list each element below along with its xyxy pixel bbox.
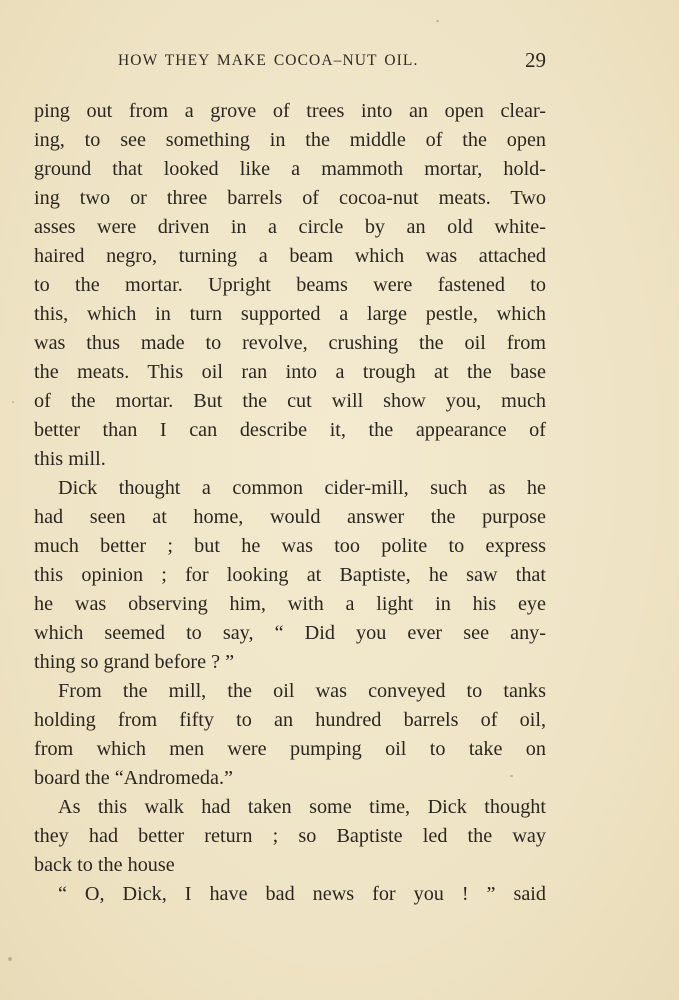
text-line: had seen at home, would answer the purpose [34,506,546,528]
text-line: back to the house [34,854,175,876]
text-line: thing so grand before ? ” [34,651,235,673]
text-line: ing two or three barrels of cocoa-nut meats. Two [34,187,546,209]
text-line: they had better return ; so Baptiste led the way [34,825,546,847]
text-line: “ O, Dick, I have bad news for you ! ” said [58,883,546,905]
text-line: haired negro, turning a beam which was attached [34,245,546,267]
text-line: holding from fifty to an hundred barrels of oil, [34,709,546,731]
running-head [34,48,546,74]
text-line: this, which in turn supported a large pestle, which [34,303,546,325]
paper-speck [510,775,513,777]
text-line: ing, to see something in the middle of the open [34,129,546,151]
text-line: board the “Andromeda.” [34,767,233,789]
chapter-running-title: HOW THEY MAKE COCOA–NUT OIL. [118,52,419,69]
body-text [34,97,546,909]
paper-speck [436,20,439,22]
text-line: which seemed to say, “ Did you ever see any- [34,622,546,644]
text-line: of the mortar. But the cut will show you, much [34,390,546,412]
page-number: 29 [525,48,546,72]
text-line: to the mortar. Upright beams were fastened to [34,274,546,296]
text-line: ping out from a grove of trees into an open clear- [34,100,546,122]
text-line: the meats. This oil ran into a trough at the base [34,361,546,383]
text-line: ground that looked like a mammoth mortar, hold- [34,158,546,180]
text-line: Dick thought a common cider-mill, such as he [58,477,546,499]
text-line: better than I can describe it, the appearance of [34,419,546,441]
text-line: As this walk had taken some time, Dick thought [58,796,546,818]
text-line: much better ; but he was too polite to express [34,535,546,557]
text-line: From the mill, the oil was conveyed to tanks [58,680,546,702]
text-line: from which men were pumping oil to take on [34,738,546,760]
text-line: asses were driven in a circle by an old white- [34,216,546,238]
text-line: this opinion ; for looking at Baptiste, he saw that [34,564,546,586]
paper-speck [8,957,12,961]
text-line: this mill. [34,448,106,470]
text-line: was thus made to revolve, crushing the oil from [34,332,546,354]
paper-speck [12,401,14,403]
text-line: he was observing him, with a light in his eye [34,593,546,615]
